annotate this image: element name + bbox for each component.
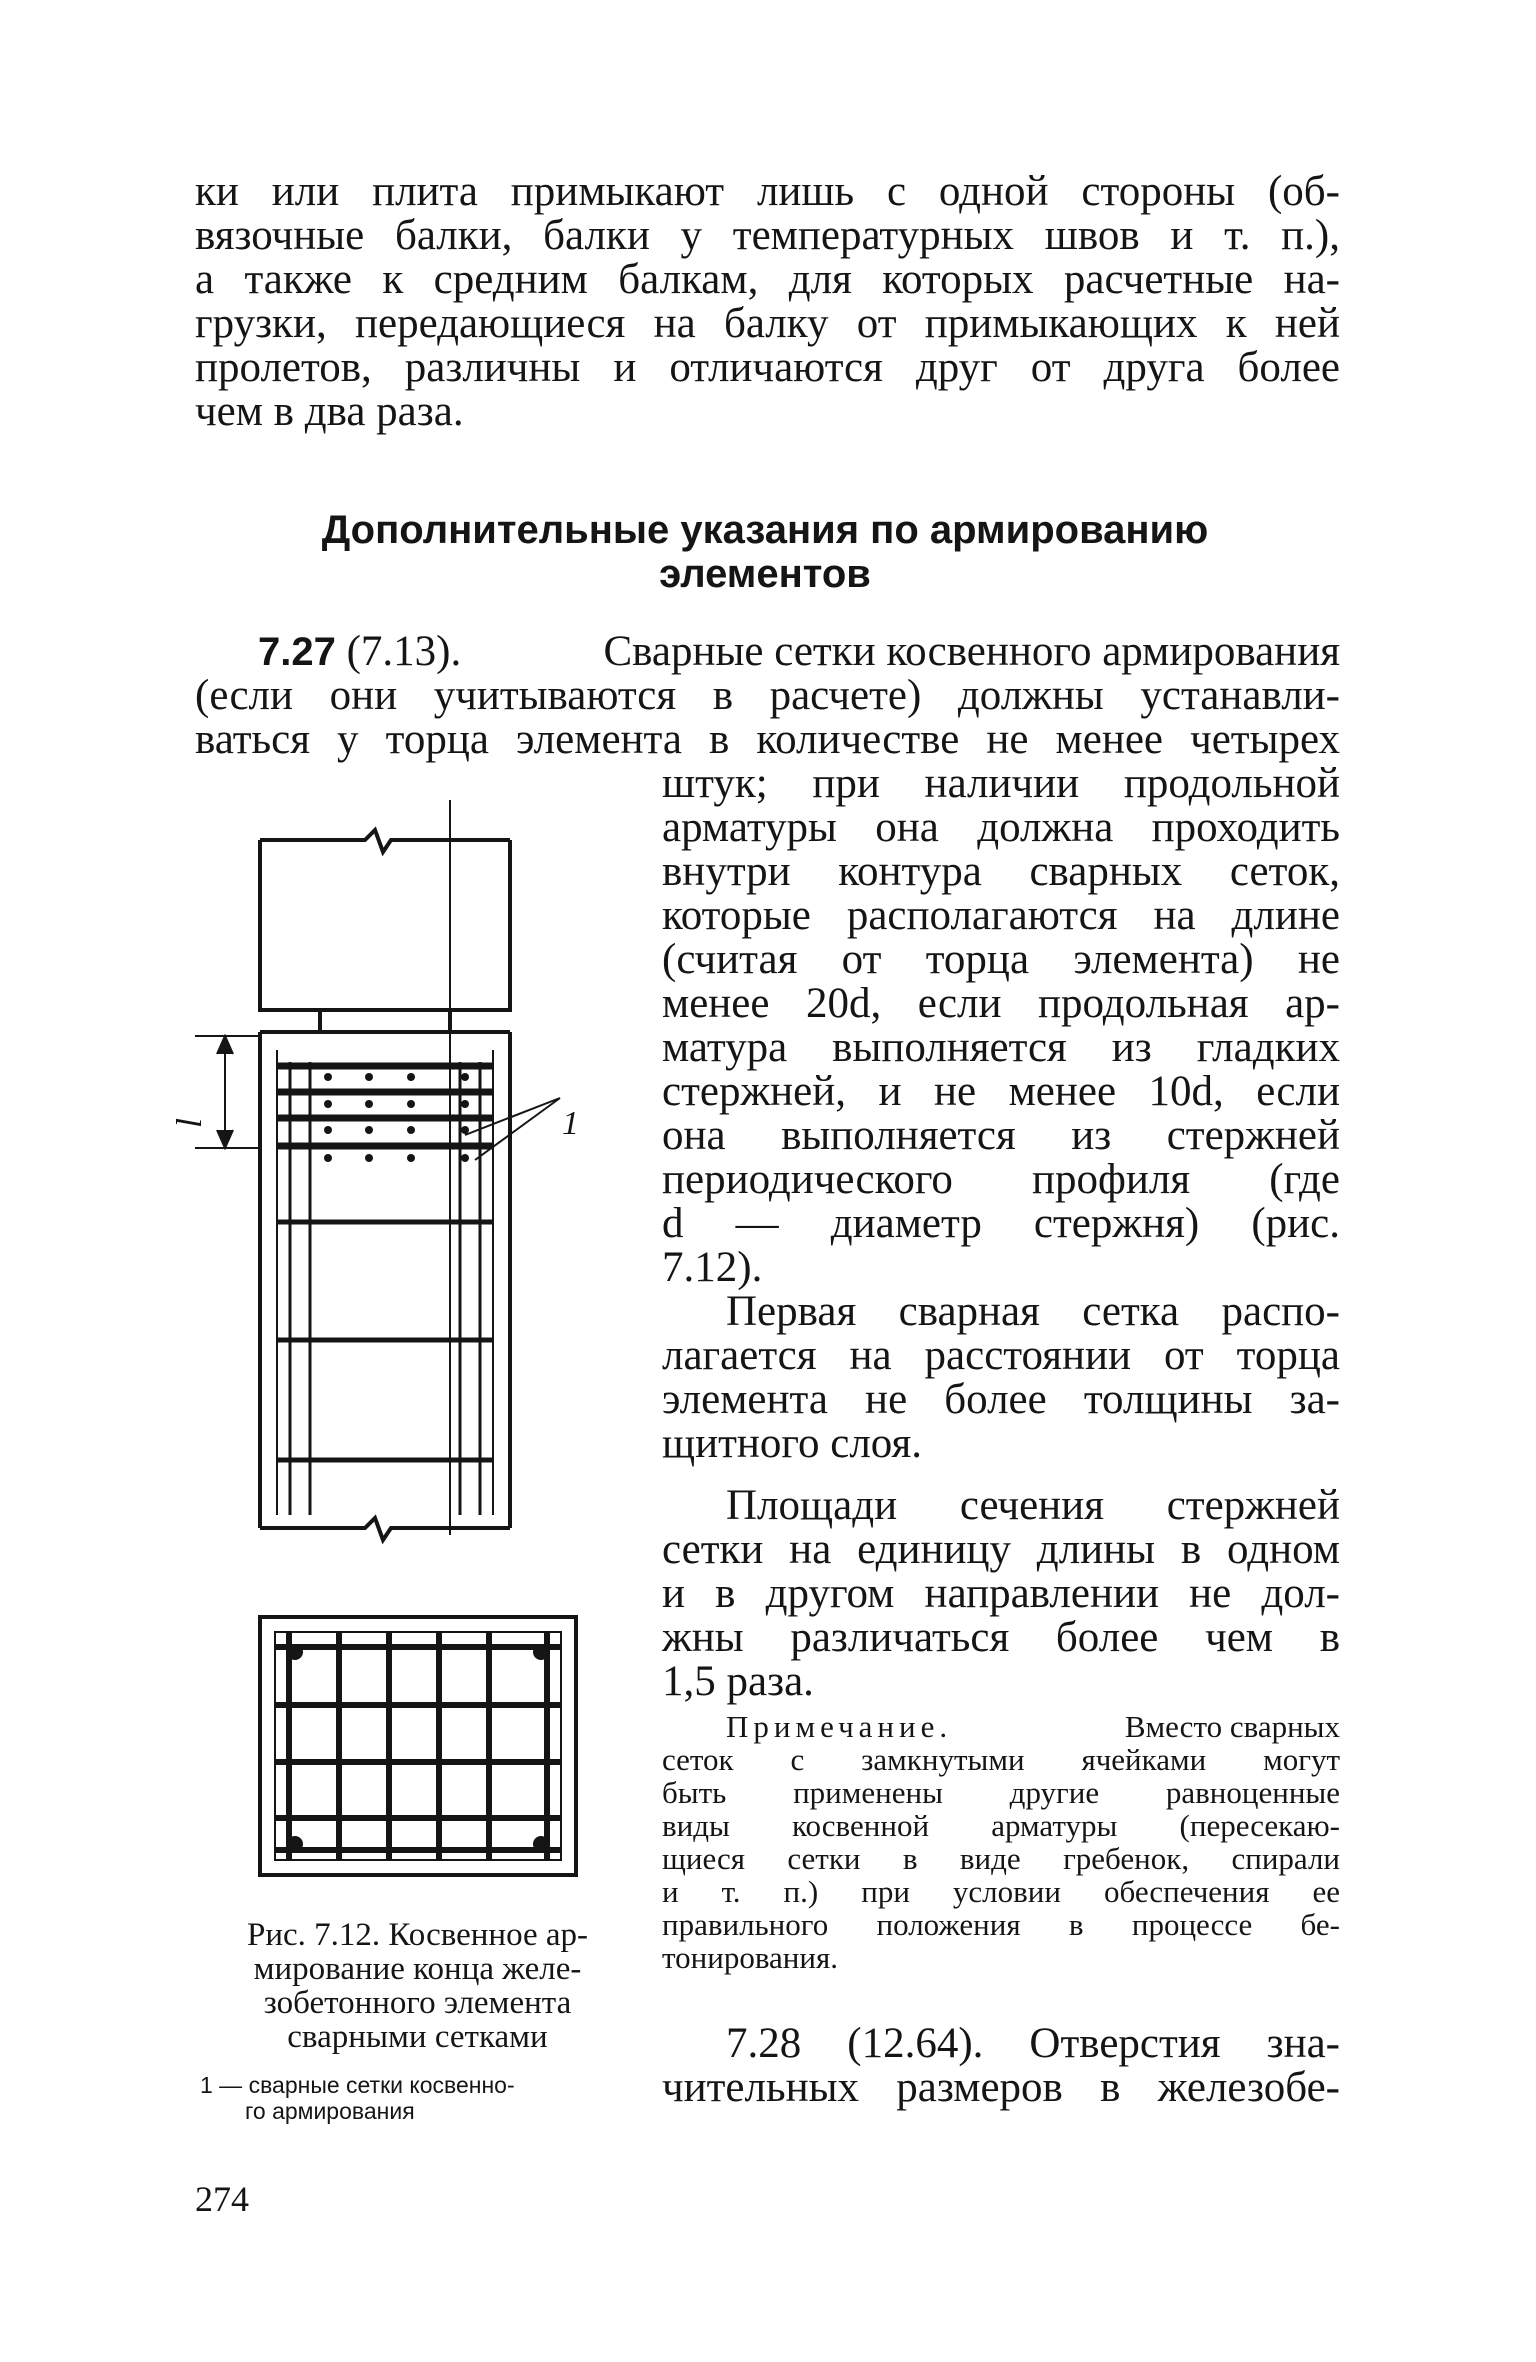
clause-728-line1: 7.28 (12.64). Отверстия зна- bbox=[726, 2020, 1340, 2067]
upper-column-outline bbox=[260, 840, 510, 1010]
member-outline bbox=[260, 1032, 510, 1528]
clause-727-number: 7.27 bbox=[258, 630, 336, 674]
figure-caption-line: сварными сетками bbox=[287, 2019, 548, 2055]
clause-727-column-line: стержней, и не менее 10d, если bbox=[662, 1068, 1340, 1115]
page-number: 274 bbox=[195, 2179, 249, 2219]
clause-728-line2: чительных размеров в железобе- bbox=[662, 2064, 1340, 2111]
figure-caption-line: зобетонного элемента bbox=[263, 1985, 572, 2021]
figure-caption-line: Рис. 7.12. Косвенное ар- bbox=[246, 1917, 589, 1953]
para-first-mesh-line: Первая сварная сетка распо- bbox=[726, 1288, 1340, 1335]
clause-727-column-line: которые располагаются на длине bbox=[662, 892, 1340, 939]
note-line: быть применены другие равноценные bbox=[662, 1775, 1340, 1810]
figure-legend-line: 1 — сварные сетки косвенно- bbox=[200, 2072, 515, 2098]
para-first-mesh-line: лагается на расстоянии от торца bbox=[662, 1332, 1340, 1379]
break-line-top bbox=[260, 830, 510, 852]
note-line: сеток с замкнутыми ячейками могут bbox=[662, 1742, 1340, 1777]
intro-line: чем в два раза. bbox=[195, 388, 464, 435]
note-line: правильного положения в процессе бе- bbox=[662, 1907, 1340, 1942]
figure-caption-line: мирование конца желе- bbox=[253, 1951, 582, 1987]
note-line: виды косвенной арматуры (пересекаю- bbox=[662, 1808, 1340, 1843]
para-first-mesh-line: щитного слоя. bbox=[662, 1420, 922, 1467]
clause-727-column-line: d — диаметр стержня) (рис. bbox=[662, 1200, 1340, 1247]
break-line-bottom bbox=[260, 1518, 510, 1540]
clause-727-column-line: она выполняется из стержней bbox=[662, 1112, 1340, 1159]
figure-legend-line: го армирования bbox=[245, 2098, 415, 2124]
note-line: и т. п.) при условии обеспечения ее bbox=[662, 1874, 1340, 1909]
para-area-line: сетки на единицу длины в одном bbox=[662, 1526, 1340, 1573]
base-plate bbox=[320, 1010, 450, 1032]
figure-mesh-plan bbox=[255, 1612, 585, 1892]
clause-727-column-line: 7.12). bbox=[662, 1244, 763, 1291]
clause-727-line: (если они учитываются в расчете) должны устанавли- bbox=[195, 672, 1340, 719]
clause-727-column-line: менее 20d, если продольная ар- bbox=[662, 980, 1340, 1027]
note-first-line bbox=[726, 1710, 1340, 1743]
para-area-line: жны различаться более чем в bbox=[662, 1614, 1340, 1661]
clause-727-column-line: штук; при наличии продольной bbox=[662, 760, 1340, 807]
note-first-line-rest: Вместо сварных bbox=[1124, 1709, 1340, 1744]
note-label: Примечание. bbox=[726, 1709, 953, 1744]
clause-727-column-line: внутри контура сварных сеток, bbox=[662, 848, 1340, 895]
figure-elevation-drawing bbox=[165, 800, 645, 1550]
section-heading-line1: Дополнительные указания по армированию bbox=[321, 508, 1209, 552]
intro-line: ки или плита примыкают лишь с одной стороны (об- bbox=[195, 168, 1340, 215]
section-heading-line2: элементов bbox=[659, 552, 871, 596]
clause-727-ref: (7.13). bbox=[346, 628, 462, 675]
mesh-plan-vertical-bars bbox=[289, 1632, 547, 1860]
intro-line: вязочные балки, балки у температурных швов и т. п.), bbox=[195, 212, 1340, 259]
clause-727-column-line: периодического профиля (где bbox=[662, 1156, 1340, 1203]
clause-727-column-line: матура выполняется из гладких bbox=[662, 1024, 1340, 1071]
figure-callout-label: 1 bbox=[562, 1105, 579, 1142]
intro-line: пролетов, различны и отличаются друг от друга более bbox=[195, 344, 1340, 391]
clause-727-first-line bbox=[258, 630, 1340, 674]
para-area-line: Площади сечения стержней bbox=[726, 1482, 1340, 1529]
mesh-plan-horizontal-bars bbox=[275, 1647, 561, 1850]
dimension-label: l bbox=[169, 1117, 210, 1129]
note-line: тонирования. bbox=[662, 1940, 838, 1975]
clause-727-first-line-rest: Сварные сетки косвенного армирования bbox=[603, 628, 1340, 675]
intro-line: грузки, передающиеся на балку от примыкающих к ней bbox=[195, 300, 1340, 347]
intro-line: а также к средним балкам, для которых расчетные на- bbox=[195, 256, 1340, 303]
clause-727-line: ваться у торца элемента в количестве не менее четырех bbox=[195, 716, 1340, 763]
para-area-line: 1,5 раза. bbox=[662, 1658, 814, 1705]
clause-727-column-line: (считая от торца элемента) не bbox=[662, 936, 1340, 983]
clause-727-column-line: арматуры она должна проходить bbox=[662, 804, 1340, 851]
note-line: щиеся сетки в виде гребенок, спирали bbox=[662, 1841, 1340, 1876]
para-area-line: и в другом направлении не дол- bbox=[662, 1570, 1340, 1617]
para-first-mesh-line: элемента не более толщины за- bbox=[662, 1376, 1340, 1423]
